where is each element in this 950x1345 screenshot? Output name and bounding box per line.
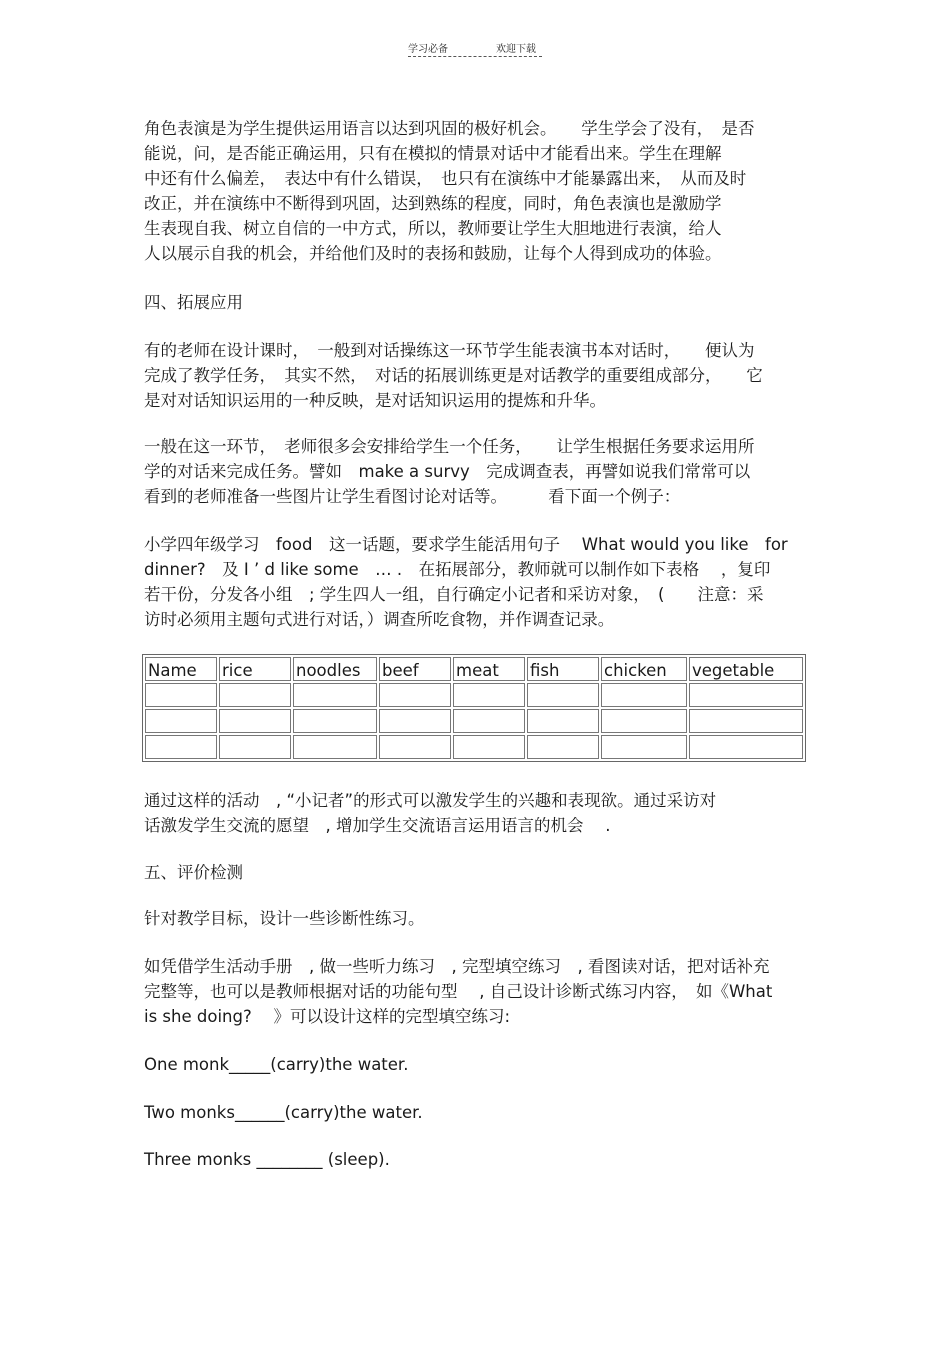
paragraph-example — [144, 532, 808, 632]
table-header-cell: vegetable — [689, 657, 803, 681]
exercise-item: One monk_____(carry)the water. — [144, 1055, 409, 1074]
text-line: 通过这样的活动 , “小记者”的形式可以激发学生的兴趣和表现欲。通过采访对 — [144, 791, 717, 810]
text-line: is she doing? 》可以设计这样的完型填空练习: — [144, 1007, 511, 1026]
text-line: 是对对话知识运用的一种反映，是对话知识运用的提炼和升华。 — [144, 391, 606, 410]
table-cell — [219, 683, 291, 707]
table-cell — [527, 735, 599, 759]
text-line: 完整等，也可以是教师根据对话的功能句型 , 自己设计诊断式练习内容， 如《What — [144, 982, 773, 1001]
text-line: 改正，并在演练中不断得到巩固，达到熟练的程度，同时，角色表演也是激励学 — [144, 194, 722, 213]
text-line: 生表现自我、树立自信的一中方式，所以，教师要让学生大胆地进行表演，给人 — [144, 219, 722, 238]
table-header-cell: beef — [379, 657, 451, 681]
header-left-text: 学习必备 — [408, 44, 448, 55]
table-header-cell: fish — [527, 657, 599, 681]
table-cell — [689, 709, 803, 733]
paragraph-exercises-intro — [144, 954, 808, 1029]
text-line: 完成了教学任务， 其实不然， 对话的拓展训练更是对话教学的重要组成部分， 它 — [144, 366, 763, 385]
table-header-cell: chicken — [601, 657, 687, 681]
paragraph-task — [144, 434, 808, 509]
table-cell — [379, 683, 451, 707]
text-line: 中还有什么偏差， 表达中有什么错误， 也只有在演练中才能暴露出来， 从而及时 — [144, 169, 747, 188]
table-cell — [527, 683, 599, 707]
text-line: 看到的老师准备一些图片让学生看图讨论对话等。 看下面一个例子： — [144, 487, 681, 506]
text-line: 角色表演是为学生提供运用语言以达到巩固的极好机会。 学生学会了没有， 是否 — [144, 119, 755, 138]
text-line: 若干份，分发各小组 ; 学生四人一组，自行确定小记者和采访对象， ( 注意：采 — [144, 585, 764, 604]
text-line: dinner? 及 I ’ d like some … . 在拓展部分，教师就可以制作如下表格 ，复印 — [144, 560, 771, 579]
survey-table — [142, 654, 806, 762]
table-cell — [689, 683, 803, 707]
table-cell — [293, 683, 377, 707]
text-line: 一般在这一环节， 老师很多会安排给学生一个任务， 让学生根据任务要求运用所 — [144, 437, 755, 456]
table-cell — [601, 735, 687, 759]
table-cell — [379, 709, 451, 733]
table-header-cell: Name — [145, 657, 217, 681]
exercise-item: Two monks______(carry)the water. — [144, 1103, 423, 1122]
page-header — [408, 38, 542, 57]
header-right-text: 欢迎下载 — [496, 44, 536, 55]
table-cell — [453, 709, 525, 733]
table-cell — [293, 709, 377, 733]
table-cell — [601, 683, 687, 707]
text-line: 访时必须用主题句式进行对话，）调查所吃食物，并作调查记录。 — [144, 610, 615, 629]
text-line: 人以展示自我的机会，并给他们及时的表扬和鼓励，让每个人得到成功的体验。 — [144, 244, 722, 263]
table-cell — [689, 735, 803, 759]
table-cell — [145, 735, 217, 759]
table-cell — [601, 709, 687, 733]
table-cell — [145, 709, 217, 733]
table-cell — [145, 683, 217, 707]
table-row — [145, 683, 803, 707]
table-row — [145, 735, 803, 759]
text-line: 有的老师在设计课时， 一般到对话操练这一环节学生能表演书本对话时， 便认为 — [144, 341, 755, 360]
table-cell — [527, 709, 599, 733]
table-cell — [219, 709, 291, 733]
section-heading-5: 五、评价检测 — [144, 863, 243, 882]
table-row — [145, 709, 803, 733]
table-cell — [453, 683, 525, 707]
text-line: 如凭借学生活动手册 , 做一些听力练习 , 完型填空练习 , 看图读对话，把对话补充 — [144, 957, 770, 976]
text-line: 话激发学生交流的愿望 , 增加学生交流语言运用语言的机会 . — [144, 816, 611, 835]
table-header-row — [145, 657, 803, 681]
text-line: 小学四年级学习 food 这一话题，要求学生能活用句子 What would you like for — [144, 535, 788, 554]
table-header-cell: noodles — [293, 657, 377, 681]
table-header-cell: meat — [453, 657, 525, 681]
table-cell — [293, 735, 377, 759]
table-cell — [219, 735, 291, 759]
paragraph-extension — [144, 338, 808, 413]
paragraph-activity — [144, 788, 808, 838]
text-line: 学的对话来完成任务。譬如 make a survy 完成调查表，再譬如说我们常常可以 — [144, 462, 751, 481]
table-header-cell: rice — [219, 657, 291, 681]
section-heading-4: 四、拓展应用 — [144, 293, 243, 312]
table-cell — [453, 735, 525, 759]
paragraph-role-play — [144, 116, 808, 266]
table-cell — [379, 735, 451, 759]
exercise-item: Three monks ________ (sleep). — [144, 1150, 390, 1169]
text-line: 能说，问，是否能正确运用，只有在模拟的情景对话中才能看出来。学生在理解 — [144, 144, 722, 163]
paragraph-diagnostic: 针对教学目标，设计一些诊断性练习。 — [144, 909, 425, 928]
